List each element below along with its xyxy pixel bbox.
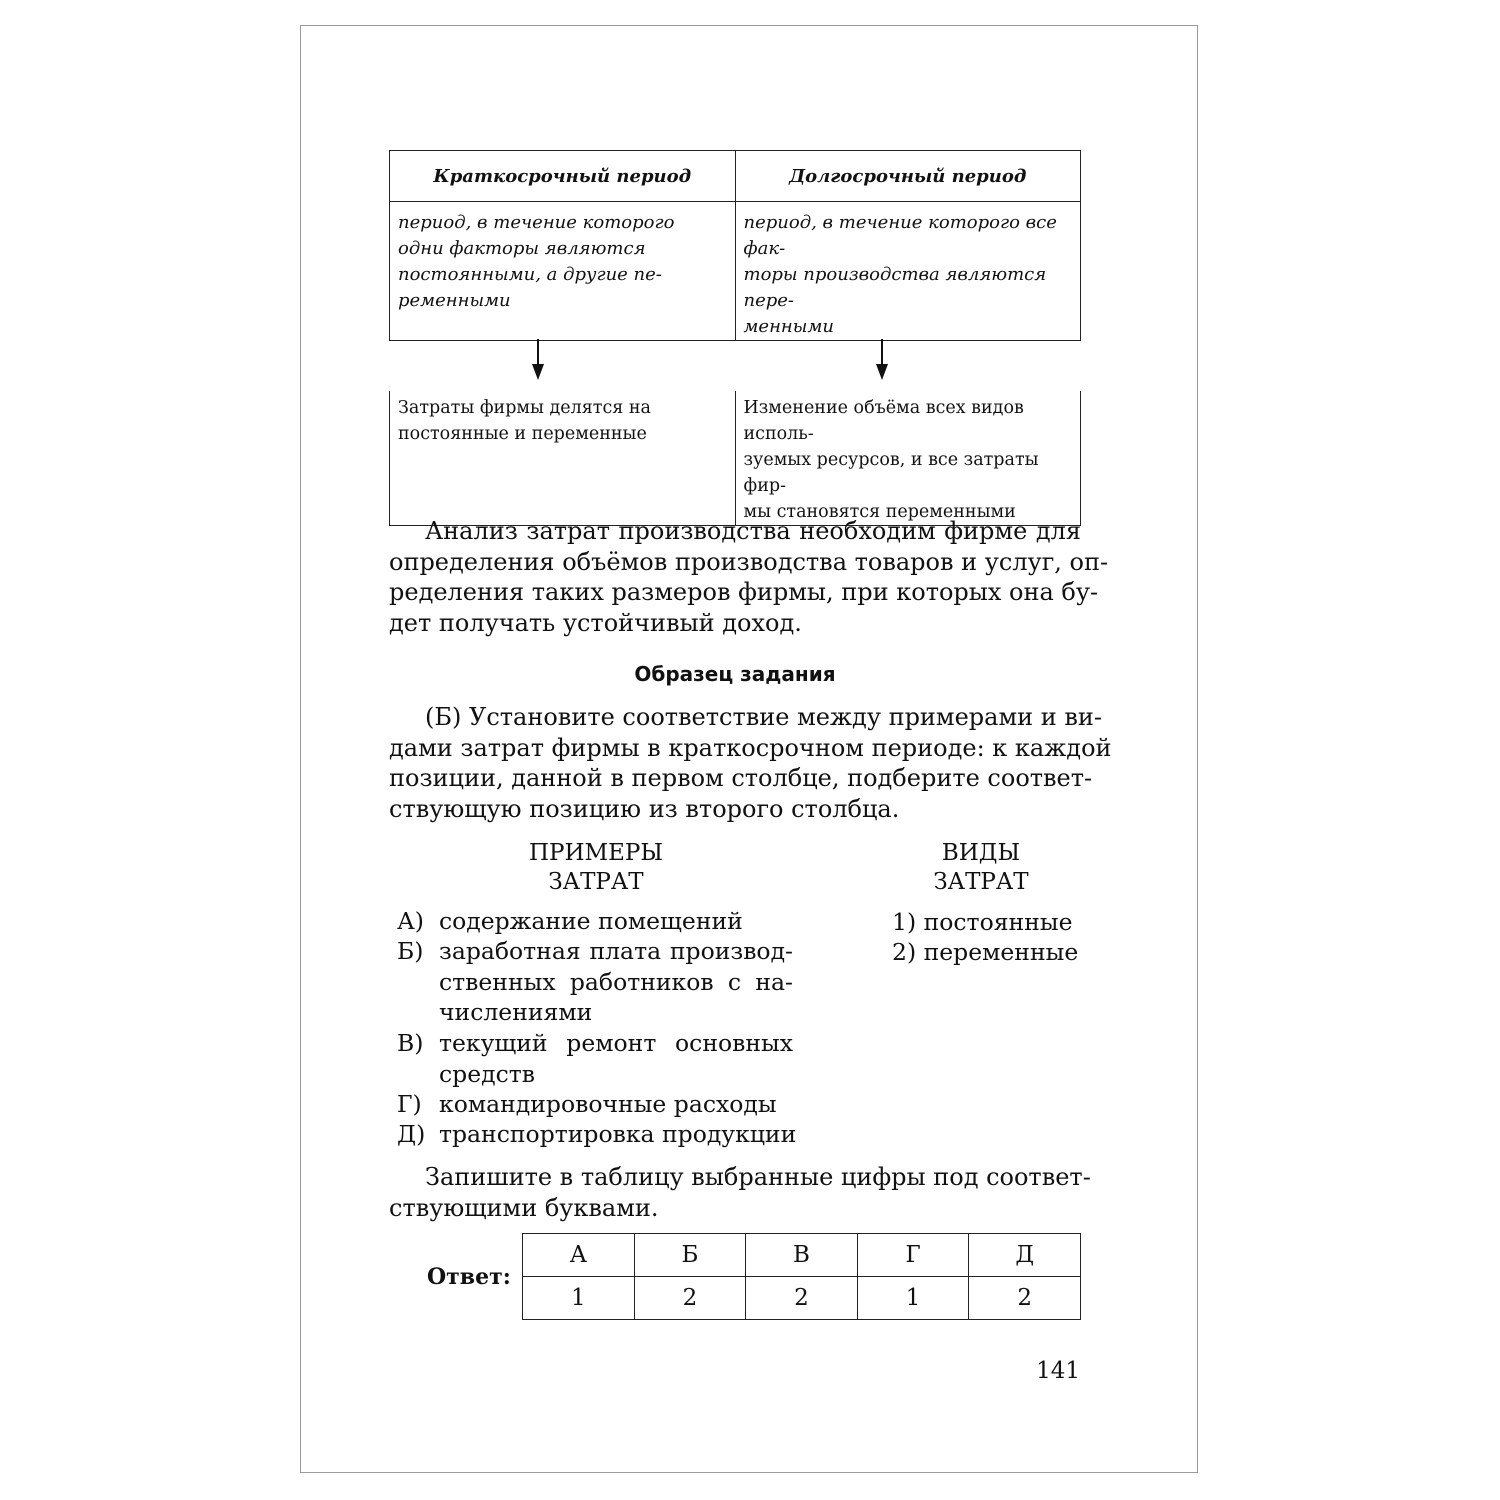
example-letter: Д) <box>397 1120 426 1148</box>
examples-column-title <box>496 839 696 897</box>
prompt-line: дами затрат фирмы в краткосрочном периоде: к каждой <box>389 733 1112 762</box>
arrow-right-shaft <box>881 339 883 365</box>
arrow-down-icon <box>876 364 888 380</box>
arrow-left-shaft <box>537 339 539 365</box>
example-letter: В) <box>397 1029 424 1057</box>
consequences-table <box>389 391 1081 526</box>
instruction-line: ствующими буквами. <box>389 1193 659 1222</box>
paragraph-line: дет получать устойчивый доход. <box>389 608 802 637</box>
page-number: 141 <box>1036 1358 1080 1384</box>
instruction-paragraph <box>389 1162 1091 1223</box>
answer-table <box>522 1233 1081 1320</box>
paragraph-line: определения объёмов производства товаров и услуг, оп- <box>389 547 1109 576</box>
definition-line: ременными <box>398 290 511 311</box>
consequence-line: Затраты фирмы делятся на <box>398 398 651 418</box>
answer-value: 2 <box>969 1277 1081 1320</box>
definition-line: постоянными, а другие пе- <box>398 264 662 285</box>
definition-line: менными <box>743 316 834 337</box>
example-text: текущий ремонт основных <box>439 1029 793 1057</box>
consequence-line: Изменение объёма всех видов исполь- <box>743 398 1024 444</box>
kinds-column-title <box>881 839 1081 897</box>
example-text: содержание помещений <box>439 907 743 935</box>
answer-value: 1 <box>857 1277 969 1320</box>
example-letter: Б) <box>397 937 424 965</box>
consequence-line: постоянные и переменные <box>398 424 647 444</box>
title-line: ЗАТРАТ <box>933 869 1029 895</box>
example-text: транспортировка продукции <box>439 1120 797 1148</box>
title-line: ПРИМЕРЫ <box>528 840 664 866</box>
answer-letter: Г <box>857 1234 969 1277</box>
answer-value: 2 <box>634 1277 746 1320</box>
example-letter: А) <box>397 907 424 935</box>
paragraph-line: Анализ затрат производства необходим фирме для <box>425 517 1081 545</box>
analysis-paragraph <box>389 516 1109 638</box>
short-term-definition <box>390 202 736 341</box>
short-term-header: Краткосрочный период <box>390 151 736 202</box>
kind-item-1: 1) постоянные <box>892 908 1073 936</box>
definition-line: период, в течение которого <box>398 212 675 233</box>
answer-label: Ответ: <box>427 1264 511 1290</box>
title-line: ВИДЫ <box>941 840 1021 866</box>
consequence-line: зуемых ресурсов, и все затраты фир- <box>743 450 1039 496</box>
example-letter: Г) <box>397 1090 422 1118</box>
answer-value: 1 <box>523 1277 635 1320</box>
arrow-down-icon <box>532 364 544 380</box>
example-text: средств <box>439 1059 535 1088</box>
answer-letter: В <box>746 1234 858 1277</box>
long-term-consequence <box>735 391 1081 526</box>
answer-value: 2 <box>746 1277 858 1320</box>
task-prompt <box>389 702 1112 824</box>
long-term-header: Долгосрочный период <box>735 151 1081 202</box>
prompt-line: позиции, данной в первом столбце, подберите соответ- <box>389 764 1093 792</box>
consequence-line: мы становятся переменными <box>743 502 1016 522</box>
section-heading: Образец задания <box>634 662 836 686</box>
prompt-line: ствующую позицию из второго столбца. <box>389 794 900 823</box>
example-text: числениями <box>439 998 593 1026</box>
example-text: ственных работников с на- <box>439 967 793 996</box>
definition-line: одни факторы являются <box>398 238 646 259</box>
kind-item-2: 2) переменные <box>892 938 1079 966</box>
example-text: командировочные расходы <box>439 1090 777 1118</box>
answer-letter: А <box>523 1234 635 1277</box>
example-text: заработная плата производ- <box>439 937 793 965</box>
definition-line: торы производства являются пере- <box>743 264 1047 311</box>
answer-letter: Д <box>969 1234 1081 1277</box>
short-term-consequence <box>390 391 736 526</box>
long-term-definition <box>735 202 1081 341</box>
title-line: ЗАТРАТ <box>548 869 644 895</box>
periods-table <box>389 150 1081 341</box>
paragraph-line: ределения таких размеров фирмы, при которых она бу- <box>389 578 1099 606</box>
instruction-line: Запишите в таблицу выбранные цифры под соответ- <box>425 1163 1091 1191</box>
definition-line: период, в течение которого все фак- <box>743 212 1057 259</box>
prompt-line: (Б) Установите соответствие между примерами и ви- <box>425 703 1103 731</box>
answer-letter: Б <box>634 1234 746 1277</box>
